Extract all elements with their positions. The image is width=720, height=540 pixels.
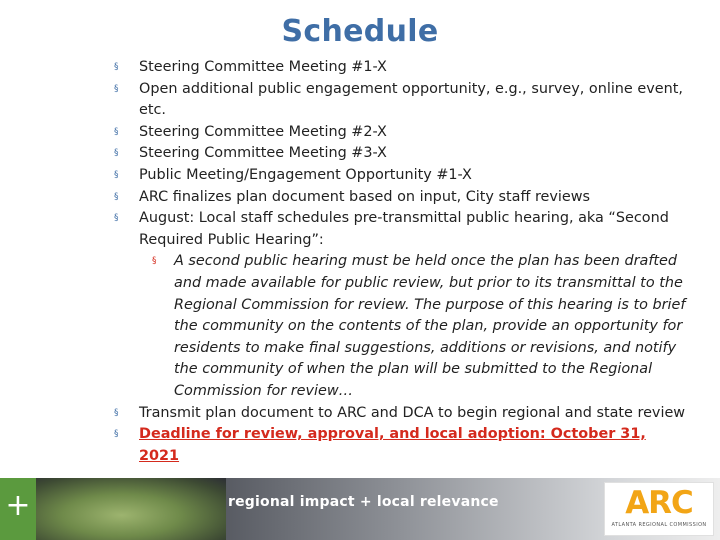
list-item-text: Open additional public engagement opportunity, e.g., survey, online event, etc. [139,80,683,119]
list-item [112,165,687,187]
list-item-text: Steering Committee Meeting #2-X [139,123,387,140]
bullet-icon: § [114,407,119,418]
footer-tagline: regional impact + local relevance [228,494,499,510]
list-item [112,403,687,425]
bullet-icon: § [114,62,119,72]
arc-logo-mark: ARC [625,485,693,521]
list-item [112,187,687,209]
sub-list-item-text: A second public hearing must be held once the plan has been drafted and made available for public review, but prior to its transmittal to the Regional Commission for review. The purpose of this hearing is to brief the community on the contents of the plan, provide an opportunity for residents to make final suggestions, additions or revisions, and notify the community of when the plan will be submitted to the Regional Commission for review… [174,253,686,399]
list-item-text: Public Meeting/Engagement Opportunity #1-X [139,166,472,183]
bullet-icon: § [114,126,119,137]
arc-logo [604,482,714,536]
bullet-icon: § [114,148,119,159]
deadline-text: Deadline for review, approval, and local adoption: October 31, 2021 [139,426,646,464]
sub-list-item [139,251,687,402]
list-item [112,122,687,144]
list-item [112,57,687,79]
sub-list [139,251,687,402]
list-item-text: August: Local staff schedules pre-transmittal public hearing, aka “Second Required Public Hearing”: [139,210,669,248]
bullet-icon: § [114,169,119,180]
list-item [112,143,687,165]
list-item-text: ARC finalizes plan document based on input, City staff reviews [139,188,591,205]
bullet-icon: § [114,213,119,224]
footer-photo [36,478,226,540]
bullet-icon: § [152,256,157,267]
list-item [112,208,687,402]
arc-logo-subtext: ATLANTA REGIONAL COMMISSION [611,522,707,528]
list-item-text: Transmit plan document to ARC and DCA to begin regional and state review [139,404,686,421]
schedule-list [112,57,687,467]
bullet-icon: § [114,429,119,440]
page-title: Schedule [281,14,439,49]
list-item-text: Steering Committee Meeting #3-X [139,145,387,162]
bullet-icon: § [114,191,119,202]
plus-icon: + [0,478,36,540]
list-item [112,79,687,122]
list-item-text: Steering Committee Meeting #1-X [139,59,387,75]
bullet-icon: § [114,83,119,94]
deadline-item [112,424,687,467]
